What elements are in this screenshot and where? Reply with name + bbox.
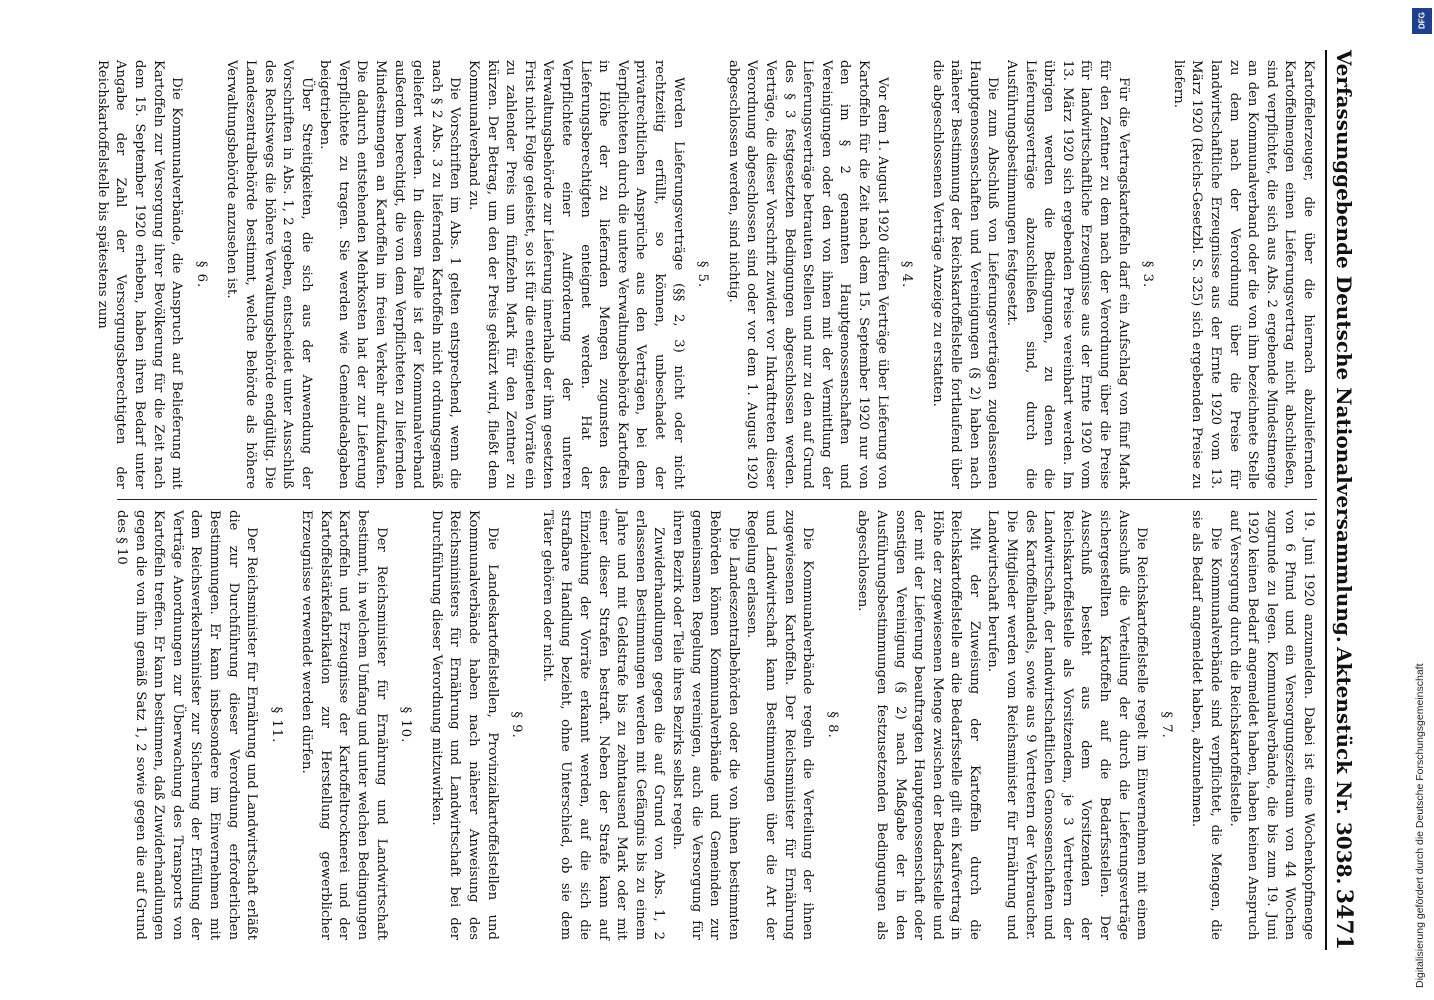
paragraph: Für die Vertragskartoffeln darf ein Aufschlag von fünf Mark für den Zentner zu dem nach der Verordnung über die Preise für landwirtschaftliche Erzeugnisse aus der Ernte 1920 vom 13. März 1920 sich ergebenden Preise vereinbart werden. Im übrigen werden die Bedingungen, zu denen die Lieferungsverträge abzuschließen sind, durch die Ausführungsbestimmungen festgesetzt. (1004, 60, 1131, 489)
right-column (113, 500, 1317, 950)
section-heading: § 4. (899, 260, 915, 289)
paragraph: Der Reichsminister für Ernährung und Landwirtschaft erläßt die zur Durchführung dieser Verordnung erforderlichen Bestimmungen. Er kann insbesondere im Einvernehmen mit dem Reichsverkehrsminister zur Sicherung der Erfüllung der Verträge Anordnungen zur Überwachung des Transports von Kartoffeln treffen. Er kann bestimmen, daß Zuwiderhandlungen gegen die von ihm gemäß Satz 1, 2 sowie gegen die auf Grund des § 10 (113, 510, 260, 940)
section-heading: § 10. (398, 706, 414, 744)
section-heading: § 9. (509, 711, 525, 739)
section-heading: § 11. (268, 706, 284, 744)
section-heading: § 3. (1140, 260, 1156, 289)
section-heading: § 5. (695, 260, 711, 289)
paragraph: Die Landeszentralbehörden oder die von ihnen bestimmten Behörden können Kommunalverbände und Gemeinden zur gemeinsamen Regelung vereinigen, auch die Versorgung für ihren Bezirk oder Teile ihres Bezirks selbst regeln. (670, 510, 741, 940)
dfg-logo: DFG (1412, 8, 1432, 34)
paragraph: Vor dem 1. August 1920 dürfen Verträge über Lieferung von Kartoffeln für die Zeit nach dem 15. September 1920 nur von den im § 2 genannten Hauptgenossenschaften und Vereinigungen oder den von ihnen mit der Vermittlung der Lieferungsverträge betrauten Stellen und nur zu den auf Grund des § 3 festgesetzten Bedingungen abgeschlossen werden. Verträge, die dieser Vorschrift zuwider vor Inkrafttreten dieser Verordnung abgeschlossen sind oder vor dem 1. August 1920 abgeschlossen werden, sind nichtig. (725, 60, 890, 489)
paragraph: Kartoffelerzeuger, die über die hiernach abzuliefernden Kartoffelmengen einen Lieferungsvertrag nicht abschließen, sind verpflichtet, die sich aus Abs. 2 ergebende Mindestmenge an den Kommunalverband oder die von ihm bezeichnete Stelle zu dem nach der Verordnung über die Preise für landwirtschaftliche Erzeugnisse aus der Ernte 1920 vom 13. März 1920 (Reichs-Gesetzbl. S. 325) sich ergebenden Preise zu liefern. (1170, 60, 1316, 489)
paragraph: Die Kommunalverbände regeln die Verteilung der ihnen zugewiesenen Kartoffeln. Der Reichsminister für Ernährung und Landwirtschaft kann Bestimmungen über die Art der Regelung erlassen. (744, 510, 816, 940)
paragraph: Die zum Abschluß von Lieferungsverträgen zugelassenen Hauptgenossenschaften und Vereinigungen (§ 2) haben nach näherer Bestimmung der Reichskartoffelstelle fortlaufend über die abgeschlossenen Verträge Anzeige zu erstatten. (929, 60, 1001, 489)
paragraph: Die Kommunalverbände sind verpflichtet, die Mengen, die sie als Bedarf angemeldet haben, abzunehmen. (1189, 510, 1224, 940)
text-columns (94, 50, 1317, 950)
left-column (94, 50, 1317, 500)
page-header (1325, 50, 1357, 950)
section-heading: § 6. (193, 260, 209, 289)
paragraph: Über Streitigkeiten, die sich aus der Anwendung der Vorschriften in Abs. 1, 2 ergeben, entscheidet unter Ausschluß des Rechtswegs die höhere Verwaltungsbehörde endgültig. Die Landeszentralbehörde bestimmt, welche Behörde als höhere Verwaltungsbehörde anzusehen ist. (224, 60, 314, 489)
section-heading: § 8. (824, 711, 840, 739)
paragraph: Die Landeskartoffelstellen, Provinzialkartoffelstellen und Kommunalverbände haben nach näherer Anweisung des Reichsministers für Ernährung und Landwirtschaft bei der Durchführung dieser Verordnung mitzuwirken. (428, 510, 500, 940)
header-title: Verfassunggebende Deutsche Nationalversammlung. (1332, 50, 1356, 643)
section-heading: § 7. (1158, 711, 1174, 739)
paragraph: Die Reichskartoffelstelle regelt im Einvernehmen mit einem Ausschuß die Verteilung der durch die Lieferungsverträge sichergestellten Kartoffeln auf die Bedarfsstellen. Der Ausschuß besteht aus dem Vorsitzenden der Reichskartoffelstelle als Vorsitzendem, je 3 Vertretern der Landwirtschaft, der landwirtschaftlichen Genossenschaften und des Kartoffelhandels, sowie aus 9 Vertretern der Verbraucher. Die Mitglieder werden vom Reichsminister für Ernährung und Landwirtschaft berufen. (985, 510, 1150, 940)
digitization-credit: Digitalisierung gefördert durch die Deutsche Forschungsgemeinschaft (1414, 663, 1426, 988)
paragraph: Der Reichsminister für Ernährung und Landwirtschaft bestimmt, in welchem Umfang und unter welchen Bedingungen Kartoffeln und Erzeugnisse der Kartoffeltrocknerei und der Kartoffelstärkefabrikation zur Herstellung gewerblicher Erzeugnisse verwendet werden dürfen. (299, 510, 389, 940)
paragraph: Werden Lieferungsverträge (§§ 2, 3) nicht oder nicht rechtzeitig erfüllt, so können, unbeschadet der privatrechtlichen Ansprüche aus den Verträgen, bei dem Verpflichteten durch die untere Verwaltungsbehörde Kartoffeln in Höhe der zu liefernden Mengen zugunsten des Lieferungsberechtigten enteignet werden. Hat der Verpflichtete einer Aufforderung der unteren Verwaltungsbehörde zur Lieferung innerhalb der ihm gesetzten Frist nicht Folge geleistet, so ist für die enteigneten Vorräte ein zu zahlender Preis um fünfzehn Mark für den Zentner zu kürzen. Der Betrag, um den der Preis gekürzt wird, fließt dem Kommunalverband zu. (466, 60, 686, 489)
document-number: Aktenstück Nr. 3038. (1332, 647, 1356, 885)
paragraph: Zuwiderhandlungen gegen die auf Grund von Abs. 1, 2 erlassenen Bestimmungen werden mit Gefängnis bis zu einem Jahre und mit Geldstrafe bis zu zehntausend Mark oder mit einer dieser Strafen bestraft. Neben der Strafe kann auf Einziehung der Vorräte erkannt werden, auf die sich die strafbare Handlung bezieht, ohne Unterschied, ob sie dem Täter gehören oder nicht. (539, 510, 667, 940)
paragraph: Mit der Zuweisung der Kartoffeln durch die Reichskartoffelstelle an die Bedarfsstelle gilt ein Kaufvertrag in Höhe der zugewiesenen Menge zwischen der Bedarfsstelle und der mit der Lieferung beauftragten Hauptgenossenschaft oder sonstigen Vereinigung (§ 2) nach Maßgabe der in den Ausführungsbestimmungen festzusetzenden Bedingungen als abgeschlossen. (855, 510, 982, 940)
page-number: 3471 (1331, 888, 1357, 950)
paragraph: 19. Juni 1920 anzumelden. Dabei ist eine Wochenkopfmenge von 6 Pfund und ein Versorgungszeitraum von 44 Wochen zugrunde zu legen. Kommunalverbände, die bis zum 19. Juni 1920 keinen Bedarf angemeldet haben, haben keinen Anspruch auf Versorgung durch die Reichskartoffelstelle. (1226, 510, 1316, 940)
margin-note (1410, 8, 1430, 988)
paragraph: Die Kommunalverbände, die Anspruch auf Belieferung mit Kartoffeln zur Versorgung ihrer Bevölkerung für die Zeit nach dem 15. September 1920 erheben, haben ihren Bedarf unter Angabe der Zahl der Versorgungsberechtigten der Reichskartoffelstelle bis spätestens zum (94, 60, 185, 489)
paragraph: Die Vorschriften im Abs. 1 gelten entsprechend, wenn die nach § 2 Abs. 3 zu liefernden Kartoffeln nicht ordnungsgemäß geliefert werden. In diesem Falle ist der Kommunalverband außerdem berechtigt, die von dem Verpflichteten zu liefernden Mindestmengen an Kartoffeln im freien Verkehr aufzukaufen. Die dadurch entstehenden Mehrkosten hat der zur Lieferung Verpflichtete zu tragen. Sie werden wie Gemeindeabgaben beigetrieben. (317, 60, 463, 489)
scanned-page (67, 20, 1367, 980)
